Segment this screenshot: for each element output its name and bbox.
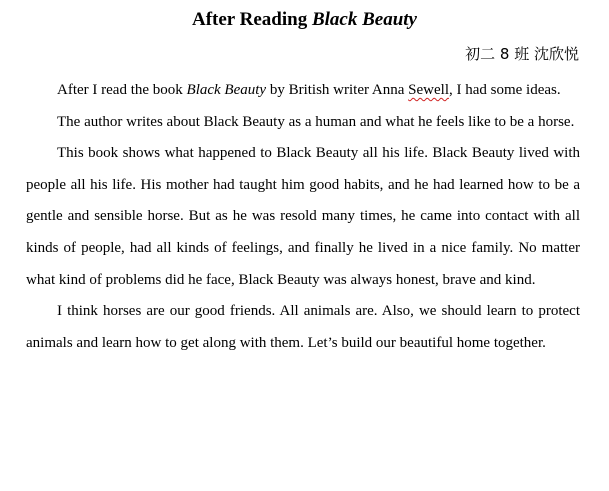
document-body [26, 75, 580, 359]
paragraph-1 [26, 75, 580, 107]
title-book-name: Black Beauty [311, 9, 417, 30]
paragraph-2: The author writes about Black Beauty as a human and what he feels like to be a horse. [57, 113, 575, 130]
paragraph-4: I think horses are our good friends. All animals are. Also, we should learn to protect animals and learn how to get along with them. Let’s build our beautiful home together. [26, 303, 580, 351]
title-prefix: After Reading [192, 9, 312, 30]
paragraph-3: This book shows what happened to Black Beauty all his life. Black Beauty lived with people all his life. His mother had taught him good habits, and he had learned how to be a gentle and sensible horse. But as he was resold many times, he came into contact with all kinds of people, had all kinds of feelings, and finally he lived in a nice family. No matter what kind of problems did he face, Black Beauty was always honest, brave and kind. [26, 145, 580, 288]
paragraph-1-text-c: , I had some ideas. [448, 82, 561, 98]
paragraph-1-text-a: After I read the book [57, 82, 187, 98]
author-line: 初二 8 班 沈欣悦 [465, 45, 579, 63]
paragraph-1-text-b: by British writer Anna [266, 82, 409, 98]
document-title [0, 8, 609, 32]
book-title-reference: Black Beauty [186, 82, 267, 98]
spellcheck-flagged-word[interactable]: Sewell [408, 82, 449, 98]
